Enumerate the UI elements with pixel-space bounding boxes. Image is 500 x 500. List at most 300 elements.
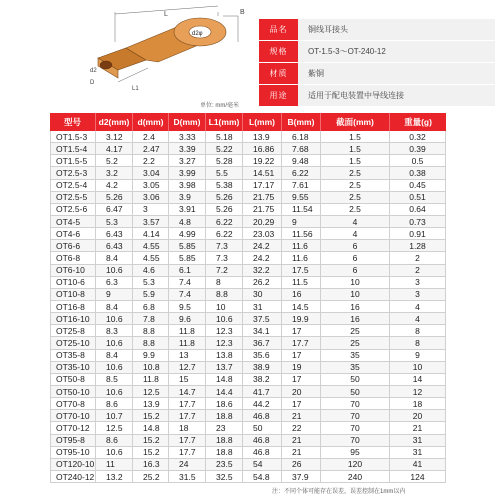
table-cell: 1.5 xyxy=(321,143,390,154)
table-row xyxy=(50,337,446,349)
label-D: D xyxy=(90,80,95,86)
table-cell: 18 xyxy=(169,422,206,433)
table-cell: 7.68 xyxy=(282,143,321,154)
table-cell: 12.7 xyxy=(169,362,206,373)
label-B: B xyxy=(240,9,245,16)
table-cell: 3 xyxy=(390,277,446,288)
table-cell: 17 xyxy=(282,325,321,336)
table-cell: 13.2 xyxy=(96,471,133,482)
table-cell: 18.8 xyxy=(206,435,243,446)
table-cell: 4.8 xyxy=(169,216,206,227)
spec-key: 规格 xyxy=(259,41,298,62)
model-cell: OT25-8 xyxy=(50,325,96,336)
table-cell: 8 xyxy=(390,337,446,348)
table-cell: 8.8 xyxy=(133,325,169,336)
table-row xyxy=(50,422,446,434)
table-cell: 70 xyxy=(321,422,390,433)
table-cell: 7.3 xyxy=(206,240,243,251)
spec-value: OT-1.5-3～OT-240-12 xyxy=(298,41,495,62)
table-cell: 4.14 xyxy=(133,228,169,239)
header-d: d(mm) xyxy=(133,113,169,131)
table-cell: 9.55 xyxy=(282,192,321,203)
table-cell: 12.5 xyxy=(96,422,133,433)
header-d2: d2(mm) xyxy=(96,113,133,131)
table-cell: 3.91 xyxy=(169,204,206,215)
model-cell: OT50-10 xyxy=(50,386,96,397)
model-cell: OT25-10 xyxy=(50,337,96,348)
table-cell: 0.51 xyxy=(390,192,446,203)
table-cell: 4 xyxy=(390,301,446,312)
model-cell: OT2.5-5 xyxy=(50,192,96,203)
table-cell: 11.54 xyxy=(282,204,321,215)
table-cell: 4.6 xyxy=(133,265,169,276)
spec-key: 品名 xyxy=(259,19,298,40)
table-cell: 240 xyxy=(321,471,390,482)
table-cell: 6 xyxy=(321,240,390,251)
table-cell: 7.8 xyxy=(133,313,169,324)
table-cell: 19 xyxy=(282,362,321,373)
table-cell: 2.4 xyxy=(133,131,169,142)
table-cell: 1.28 xyxy=(390,240,446,251)
table-cell: 14.7 xyxy=(169,386,206,397)
table-row xyxy=(50,192,446,204)
table-cell: 41.7 xyxy=(243,386,282,397)
table-row xyxy=(50,398,446,410)
table-cell: 2.5 xyxy=(321,192,390,203)
header-weight: 重量(g) xyxy=(404,117,432,127)
table-cell: 14.4 xyxy=(206,386,243,397)
table-cell: 5.22 xyxy=(206,143,243,154)
model-cell: OT35-10 xyxy=(50,362,96,373)
table-cell: 16.86 xyxy=(243,143,282,154)
table-cell: 2.5 xyxy=(321,180,390,191)
table-cell: 2.47 xyxy=(133,143,169,154)
table-cell: 9.9 xyxy=(133,350,169,361)
model-cell: OT70-12 xyxy=(50,422,96,433)
table-cell: 21 xyxy=(282,410,321,421)
table-row xyxy=(50,374,446,386)
table-cell: 6.1 xyxy=(169,265,206,276)
model-cell: OT6-8 xyxy=(50,252,96,263)
table-cell: 26 xyxy=(282,459,321,470)
table-cell: 10 xyxy=(321,277,390,288)
table-cell: 50 xyxy=(243,422,282,433)
model-cell: OT95-8 xyxy=(50,435,96,446)
table-cell: 8.4 xyxy=(96,301,133,312)
table-cell: 3.06 xyxy=(133,192,169,203)
table-cell: 10 xyxy=(206,301,243,312)
table-cell: 17.17 xyxy=(243,180,282,191)
table-cell: 0.38 xyxy=(390,167,446,178)
table-cell: 0.91 xyxy=(390,228,446,239)
table-cell: 9.5 xyxy=(169,301,206,312)
table-cell: 50 xyxy=(321,386,390,397)
table-cell: 8.8 xyxy=(133,337,169,348)
spec-row-name xyxy=(259,19,495,40)
table-cell: 70 xyxy=(321,398,390,409)
table-cell: 10.6 xyxy=(96,265,133,276)
table-cell: 4.2 xyxy=(96,180,133,191)
table-cell: 6.22 xyxy=(282,167,321,178)
table-cell: 12.3 xyxy=(206,325,243,336)
table-cell: 8.4 xyxy=(96,252,133,263)
table-row xyxy=(50,301,446,313)
table-cell: 25.2 xyxy=(133,471,169,482)
table-cell: 8.3 xyxy=(96,325,133,336)
table-cell: 10.6 xyxy=(96,386,133,397)
table-cell: 26.2 xyxy=(243,277,282,288)
table-cell: 46.8 xyxy=(243,435,282,446)
table-cell: 11 xyxy=(96,459,133,470)
table-cell: 22 xyxy=(282,422,321,433)
table-cell: 14.51 xyxy=(243,167,282,178)
spec-key: 材质 xyxy=(259,63,298,84)
table-cell: 23.5 xyxy=(206,459,243,470)
table-cell: 17.7 xyxy=(169,410,206,421)
header-B: B(mm) xyxy=(282,113,321,131)
table-cell: 31 xyxy=(390,435,446,446)
table-cell: 18 xyxy=(390,398,446,409)
table-cell: 14.8 xyxy=(206,374,243,385)
table-cell: 30 xyxy=(243,289,282,300)
table-cell: 5.38 xyxy=(206,180,243,191)
table-cell: 120 xyxy=(321,459,390,470)
table-cell: 6.8 xyxy=(133,301,169,312)
model-cell: OT2.5-6 xyxy=(50,204,96,215)
table-cell: 16 xyxy=(282,289,321,300)
table-cell: 15.2 xyxy=(133,435,169,446)
table-cell: 70 xyxy=(321,410,390,421)
table-cell: 6.22 xyxy=(206,216,243,227)
table-cell: 2.2 xyxy=(133,155,169,166)
table-cell: 3.33 xyxy=(169,131,206,142)
table-cell: 4.99 xyxy=(169,228,206,239)
table-cell: 0.45 xyxy=(390,180,446,191)
table-cell: 17 xyxy=(282,398,321,409)
table-cell: 7.4 xyxy=(169,289,206,300)
table-cell: 3 xyxy=(390,289,446,300)
spec-row-usage xyxy=(259,85,495,106)
table-cell: 31 xyxy=(390,447,446,458)
table-cell: 13.9 xyxy=(133,398,169,409)
table-cell: 3.2 xyxy=(96,167,133,178)
table-cell: 23.03 xyxy=(243,228,282,239)
table-cell: 14 xyxy=(390,374,446,385)
table-cell: 5.26 xyxy=(96,192,133,203)
table-header xyxy=(50,113,446,131)
table-cell: 4 xyxy=(321,228,390,239)
table-cell: 1.5 xyxy=(321,131,390,142)
table-row xyxy=(50,447,446,459)
label-L1: L1 xyxy=(132,86,139,92)
table-cell: 35 xyxy=(321,350,390,361)
unit-note: 单位: mm/毫米 xyxy=(200,103,239,109)
table-row xyxy=(50,204,446,216)
table-row xyxy=(50,459,446,471)
table-cell: 5.18 xyxy=(206,131,243,142)
table-cell: 54 xyxy=(243,459,282,470)
table-cell: 10.6 xyxy=(96,447,133,458)
table-cell: 0.32 xyxy=(390,131,446,142)
spec-value: 铜线耳接头 xyxy=(298,19,495,40)
table-cell: 20 xyxy=(390,410,446,421)
table-cell: 5.26 xyxy=(206,192,243,203)
table-cell: 10 xyxy=(321,289,390,300)
table-cell: 12.3 xyxy=(206,337,243,348)
table-cell: 6.18 xyxy=(282,131,321,142)
table-cell: 32.2 xyxy=(243,265,282,276)
table-cell: 4 xyxy=(390,313,446,324)
table-row xyxy=(50,167,446,179)
table-cell: 8.6 xyxy=(96,398,133,409)
table-cell: 4.55 xyxy=(133,240,169,251)
table-cell: 6 xyxy=(321,265,390,276)
table-row xyxy=(50,386,446,398)
table-cell: 2.5 xyxy=(321,167,390,178)
header-L: L(mm) xyxy=(243,113,282,131)
spec-row-material xyxy=(259,63,495,84)
table-cell: 8 xyxy=(390,325,446,336)
table-cell: 17.7 xyxy=(169,447,206,458)
table-cell: 6.43 xyxy=(96,228,133,239)
table-row xyxy=(50,325,446,337)
table-cell: 13 xyxy=(169,350,206,361)
table-row xyxy=(50,180,446,192)
table-cell: 13.7 xyxy=(206,362,243,373)
model-cell: OT6-10 xyxy=(50,265,96,276)
table-cell: 25 xyxy=(321,325,390,336)
table-cell: 25 xyxy=(321,337,390,348)
table-cell: 3.05 xyxy=(133,180,169,191)
model-cell: OT2.5-3 xyxy=(50,167,96,178)
model-cell: OT10-6 xyxy=(50,277,96,288)
table-cell: 50 xyxy=(321,374,390,385)
table-cell: 11.6 xyxy=(282,252,321,263)
table-cell: 31 xyxy=(243,301,282,312)
table-cell: 6.3 xyxy=(96,277,133,288)
table-cell: 7.4 xyxy=(169,277,206,288)
table-cell: 41 xyxy=(390,459,446,470)
model-cell: OT240-12 xyxy=(50,471,96,482)
table-cell: 8 xyxy=(206,277,243,288)
table-row xyxy=(50,265,446,277)
spec-value: 紫铜 xyxy=(298,63,495,84)
table-cell: 7.61 xyxy=(282,180,321,191)
table-cell: 3.27 xyxy=(169,155,206,166)
table-cell: 44.2 xyxy=(243,398,282,409)
table-cell: 14.8 xyxy=(133,422,169,433)
table-cell: 11.6 xyxy=(282,240,321,251)
table-cell: 23 xyxy=(206,422,243,433)
table-row xyxy=(50,350,446,362)
table-cell: 5.85 xyxy=(169,252,206,263)
model-cell: OT4-6 xyxy=(50,228,96,239)
table-row xyxy=(50,252,446,264)
table-cell: 3.98 xyxy=(169,180,206,191)
table-row xyxy=(50,240,446,252)
table-cell: 31.5 xyxy=(169,471,206,482)
model-cell: OT120-10 xyxy=(50,459,96,470)
table-cell: 6 xyxy=(321,252,390,263)
table-cell: 10.6 xyxy=(96,362,133,373)
table-cell: 5.5 xyxy=(206,167,243,178)
table-cell: 17.7 xyxy=(282,337,321,348)
header-D: D(mm) xyxy=(169,113,206,131)
table-cell: 10.6 xyxy=(96,337,133,348)
table-row xyxy=(50,216,446,228)
table-cell: 3.9 xyxy=(169,192,206,203)
table-cell: 18.6 xyxy=(206,398,243,409)
label-d2: d2 xyxy=(90,68,97,74)
table-cell: 16 xyxy=(321,301,390,312)
footnote: 注：不同个体可能存在误差，误差控制在1mm以内 xyxy=(272,489,406,495)
table-cell: 37.9 xyxy=(282,471,321,482)
model-cell: OT16-8 xyxy=(50,301,96,312)
model-cell: OT70-8 xyxy=(50,398,96,409)
table-cell: 1.5 xyxy=(321,155,390,166)
model-cell: OT1.5-5 xyxy=(50,155,96,166)
table-cell: 0.64 xyxy=(390,204,446,215)
table-cell: 11.8 xyxy=(133,374,169,385)
table-cell: 38.9 xyxy=(243,362,282,373)
table-cell: 15.2 xyxy=(133,447,169,458)
table-cell: 3.04 xyxy=(133,167,169,178)
table-cell: 12 xyxy=(390,386,446,397)
table-cell: 5.26 xyxy=(206,204,243,215)
model-cell: OT70-10 xyxy=(50,410,96,421)
table-cell: 5.85 xyxy=(169,240,206,251)
spec-row-spec xyxy=(259,41,495,62)
table-cell: 8.8 xyxy=(206,289,243,300)
model-cell: OT1.5-4 xyxy=(50,143,96,154)
table-cell: 11.56 xyxy=(282,228,321,239)
table-cell: 5.2 xyxy=(96,155,133,166)
table-cell: 16.3 xyxy=(133,459,169,470)
table-cell: 7.3 xyxy=(206,252,243,263)
table-cell: 20.29 xyxy=(243,216,282,227)
table-cell: 3.57 xyxy=(133,216,169,227)
table-cell: 38.2 xyxy=(243,374,282,385)
table-cell: 18.8 xyxy=(206,410,243,421)
table-cell: 35 xyxy=(321,362,390,373)
table-cell: 8.4 xyxy=(96,350,133,361)
table-cell: 9 xyxy=(282,216,321,227)
table-cell: 15.2 xyxy=(133,410,169,421)
model-cell: OT50-8 xyxy=(50,374,96,385)
table-row xyxy=(50,435,446,447)
table-cell: 16 xyxy=(321,313,390,324)
table-body xyxy=(50,131,446,483)
table-cell: 21 xyxy=(282,435,321,446)
table-cell: 24.2 xyxy=(243,240,282,251)
model-cell: OT95-10 xyxy=(50,447,96,458)
table-cell: 3 xyxy=(133,204,169,215)
table-row xyxy=(50,410,446,422)
table-cell: 0.5 xyxy=(390,155,446,166)
table-cell: 4.55 xyxy=(133,252,169,263)
table-row xyxy=(50,228,446,240)
spec-value: 适用于配电装置中导线连接 xyxy=(298,85,495,106)
model-cell: OT1.5-3 xyxy=(50,131,96,142)
model-cell: OT10-8 xyxy=(50,289,96,300)
table-cell: 10.7 xyxy=(96,410,133,421)
header-section: 截面(mm) xyxy=(321,113,390,131)
table-row xyxy=(50,362,446,374)
spec-key: 用途 xyxy=(259,85,298,106)
table-cell: 9.48 xyxy=(282,155,321,166)
header-L1: L1(mm) xyxy=(206,113,243,131)
table-cell: 9.6 xyxy=(169,313,206,324)
table-cell: 10 xyxy=(390,362,446,373)
table-cell: 4.17 xyxy=(96,143,133,154)
table-cell: 2 xyxy=(390,252,446,263)
table-cell: 19.9 xyxy=(282,313,321,324)
table-cell: 17 xyxy=(282,374,321,385)
table-cell: 17 xyxy=(282,350,321,361)
table-row xyxy=(50,471,446,483)
table-cell: 21.75 xyxy=(243,204,282,215)
table-cell: 11.8 xyxy=(169,325,206,336)
table-cell: 2.5 xyxy=(321,204,390,215)
table-cell: 11.8 xyxy=(169,337,206,348)
table-cell: 13.8 xyxy=(206,350,243,361)
table-cell: 46.8 xyxy=(243,447,282,458)
table-cell: 9 xyxy=(390,350,446,361)
table-cell: 24.2 xyxy=(243,252,282,263)
table-cell: 7.2 xyxy=(206,265,243,276)
table-cell: 37.5 xyxy=(243,313,282,324)
table-cell: 54.8 xyxy=(243,471,282,482)
table-cell: 18.8 xyxy=(206,447,243,458)
table-cell: 12.5 xyxy=(133,386,169,397)
table-cell: 8.5 xyxy=(96,374,133,385)
ring-terminal-diagram xyxy=(88,2,248,98)
table-cell: 17.5 xyxy=(282,265,321,276)
table-cell: 20 xyxy=(282,386,321,397)
table-cell: 95 xyxy=(321,447,390,458)
table-cell: 34.1 xyxy=(243,325,282,336)
model-cell: OT6-6 xyxy=(50,240,96,251)
table-cell: 9 xyxy=(96,289,133,300)
label-L: L xyxy=(164,11,168,18)
table-cell: 3.39 xyxy=(169,143,206,154)
table-cell: 11.5 xyxy=(282,277,321,288)
table-cell: 10.6 xyxy=(206,313,243,324)
table-cell: 0.39 xyxy=(390,143,446,154)
table-cell: 8.6 xyxy=(96,435,133,446)
table-cell: 6.43 xyxy=(96,240,133,251)
model-cell: OT16-10 xyxy=(50,313,96,324)
table-row xyxy=(50,155,446,167)
spec-table xyxy=(259,19,495,107)
table-cell: 21 xyxy=(390,422,446,433)
table-cell: 5.3 xyxy=(133,277,169,288)
table-row xyxy=(50,131,446,143)
table-cell: 17.7 xyxy=(169,435,206,446)
model-cell: OT2.5-4 xyxy=(50,180,96,191)
table-cell: 15 xyxy=(169,374,206,385)
table-row xyxy=(50,313,446,325)
table-cell: 3.99 xyxy=(169,167,206,178)
table-cell: 124 xyxy=(390,471,446,482)
table-cell: 21 xyxy=(282,447,321,458)
table-cell: 0.73 xyxy=(390,216,446,227)
table-cell: 14.5 xyxy=(282,301,321,312)
model-cell: OT4-5 xyxy=(50,216,96,227)
table-cell: 5.28 xyxy=(206,155,243,166)
table-cell: 46.8 xyxy=(243,410,282,421)
table-cell: 10.8 xyxy=(133,362,169,373)
